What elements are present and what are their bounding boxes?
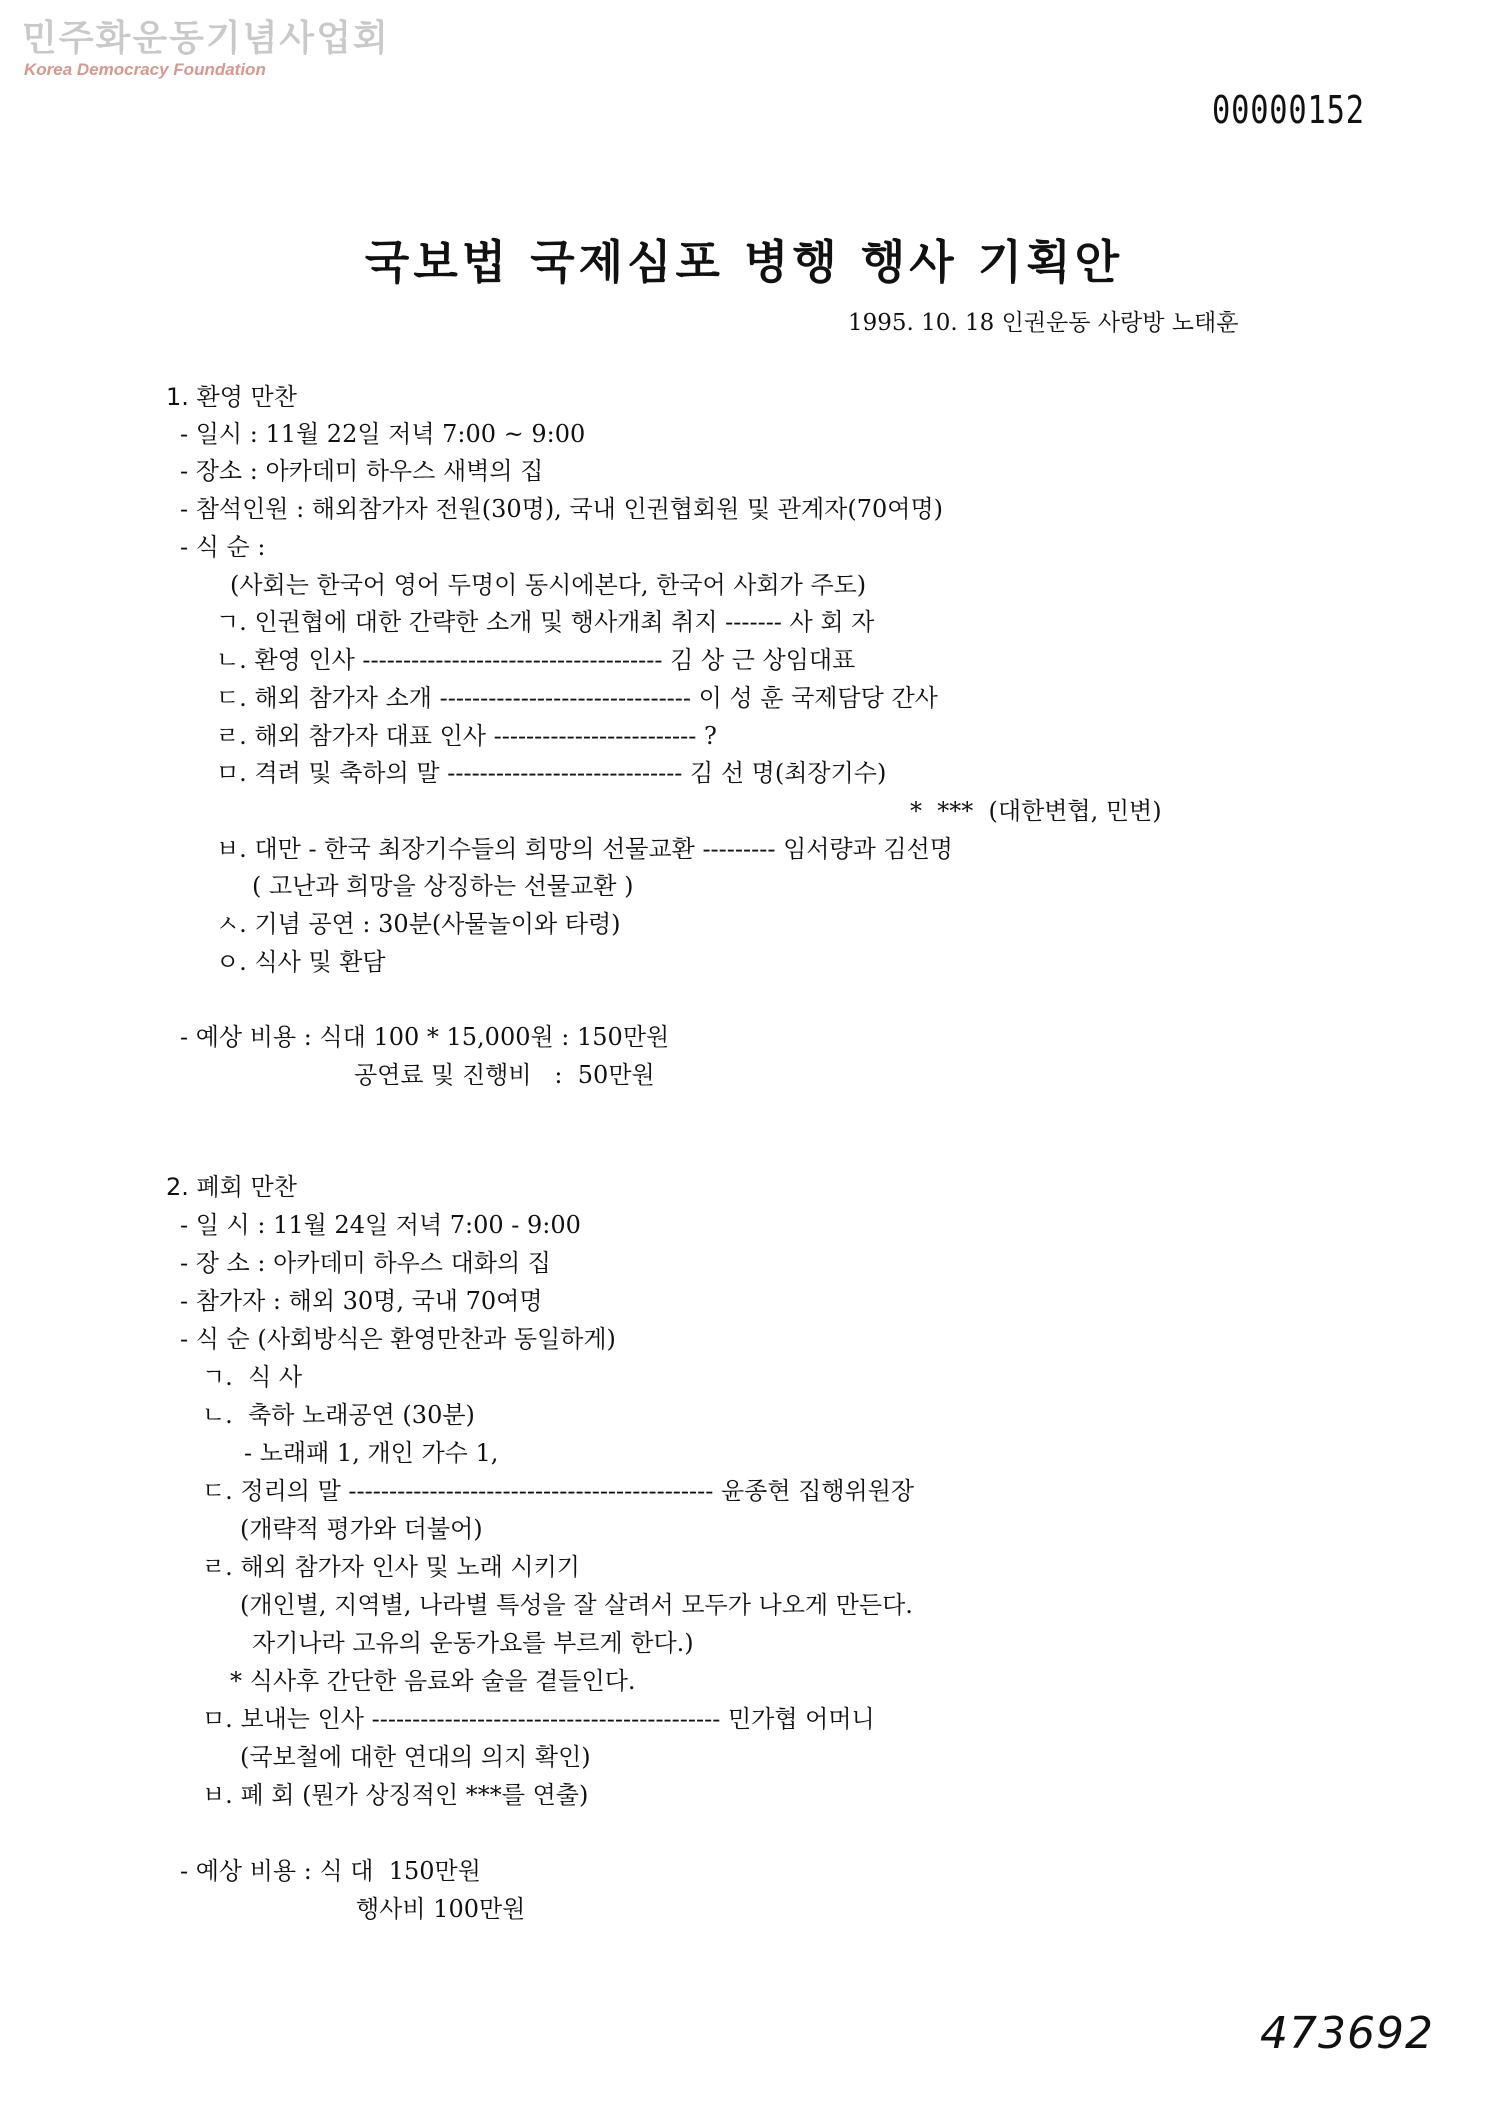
section1-item: ㅅ. 기념 공연 : 30분(사물놀이와 타령) <box>216 910 621 938</box>
section1-note: (사회는 한국어 영어 두명이 동시에본다, 한국어 사회가 주도) <box>230 571 867 599</box>
section2-item: (국보철에 대한 연대의 의지 확인) <box>240 1743 591 1771</box>
section1-item: ㅂ. 대만 - 한국 최장기수들의 희망의 선물교환 --------- 임서량과 김선명 <box>216 835 953 863</box>
section2-program-label: - 식 순 (사회방식은 환영만찬과 동일하게) <box>180 1325 616 1353</box>
section2-item: ㄴ. 축하 노래공연 (30분) <box>202 1401 475 1429</box>
section2-heading: 2. 폐회 만찬 <box>166 1173 297 1201</box>
document-subtitle: 1995. 10. 18 인권운동 사랑방 노태훈 <box>848 310 1239 336</box>
section1-cost-line: - 예상 비용 : 식대 100 * 15,000원 : 150만원 <box>180 1023 670 1051</box>
section1-item: ㅁ. 격려 및 축하의 말 ----------------------------- 김 선 명(최장기수) <box>216 759 887 787</box>
section1-date: - 일시 : 11월 22일 저녁 7:00 ~ 9:00 <box>180 420 586 448</box>
section1-item: ㅇ. 식사 및 환담 <box>216 948 386 976</box>
section2-item: (개인별, 지역별, 나라별 특성을 잘 살려서 모두가 나오게 만든다. <box>240 1591 913 1619</box>
section2-item: ㄱ. 식 사 <box>202 1363 303 1391</box>
section2-item: - 노래패 1, 개인 가수 1, <box>244 1439 499 1467</box>
document-title: 국보법 국제심포 병행 행사 기획안 <box>364 235 1124 289</box>
section1-item: ㄱ. 인권협에 대한 간략한 소개 및 행사개최 취지 ------- 사 회 자 <box>216 608 875 636</box>
section2-attendees: - 참가자 : 해외 30명, 국내 70여명 <box>180 1287 543 1315</box>
section1-cost-line: 공연료 및 진행비 : 50만원 <box>354 1061 655 1089</box>
section2-date: - 일 시 : 11월 24일 저녁 7:00 - 9:00 <box>180 1211 581 1239</box>
watermark-english: Korea Democracy Foundation <box>24 60 266 79</box>
section1-attendees: - 참석인원 : 해외참가자 전원(30명), 국내 인권협회원 및 관계자(70여명) <box>180 495 943 523</box>
section2-item: (개략적 평가와 더불어) <box>240 1515 483 1543</box>
section2-item: ㄹ. 해외 참가자 인사 및 노래 시키기 <box>202 1553 580 1581</box>
document-number: 00000152 <box>1212 88 1365 132</box>
section2-item: * 식사후 간단한 음료와 술을 곁들인다. <box>230 1667 636 1695</box>
section1-heading: 1. 환영 만찬 <box>166 383 297 411</box>
section2-cost-line: 행사비 100만원 <box>356 1895 526 1923</box>
section1-item: ㄹ. 해외 참가자 대표 인사 ------------------------- ? <box>216 722 717 750</box>
handwritten-number: 473692 <box>1260 2008 1434 2059</box>
section2-cost-line: - 예상 비용 : 식 대 150만원 <box>180 1857 481 1885</box>
watermark-korean: 민주화운동기념사업회 <box>22 18 390 59</box>
section2-item: 자기나라 고유의 운동가요를 부르게 한다.) <box>252 1629 694 1657</box>
section2-place: - 장 소 : 아카데미 하우스 대화의 집 <box>180 1249 551 1277</box>
section1-place: - 장소 : 아카데미 하우스 새벽의 집 <box>180 457 544 485</box>
section2-item: ㅁ. 보내는 인사 ------------------------------------------- 민가협 어머니 <box>202 1705 875 1733</box>
section1-item: ( 고난과 희망을 상징하는 선물교환 ) <box>252 872 634 900</box>
section1-item: ㄴ. 환영 인사 ------------------------------------- 김 상 근 상임대표 <box>216 646 856 674</box>
foundation-watermark <box>22 18 390 80</box>
section1-item: * *** (대한변협, 민변) <box>910 797 1162 825</box>
section1-program-label: - 식 순 : <box>180 533 266 561</box>
section2-item: ㄷ. 정리의 말 --------------------------------------------- 윤종현 집행위원장 <box>202 1477 915 1505</box>
section2-item: ㅂ. 폐 회 (뭔가 상징적인 ***를 연출) <box>202 1781 589 1809</box>
section1-item: ㄷ. 해외 참가자 소개 ------------------------------- 이 성 훈 국제담당 간사 <box>216 684 938 712</box>
